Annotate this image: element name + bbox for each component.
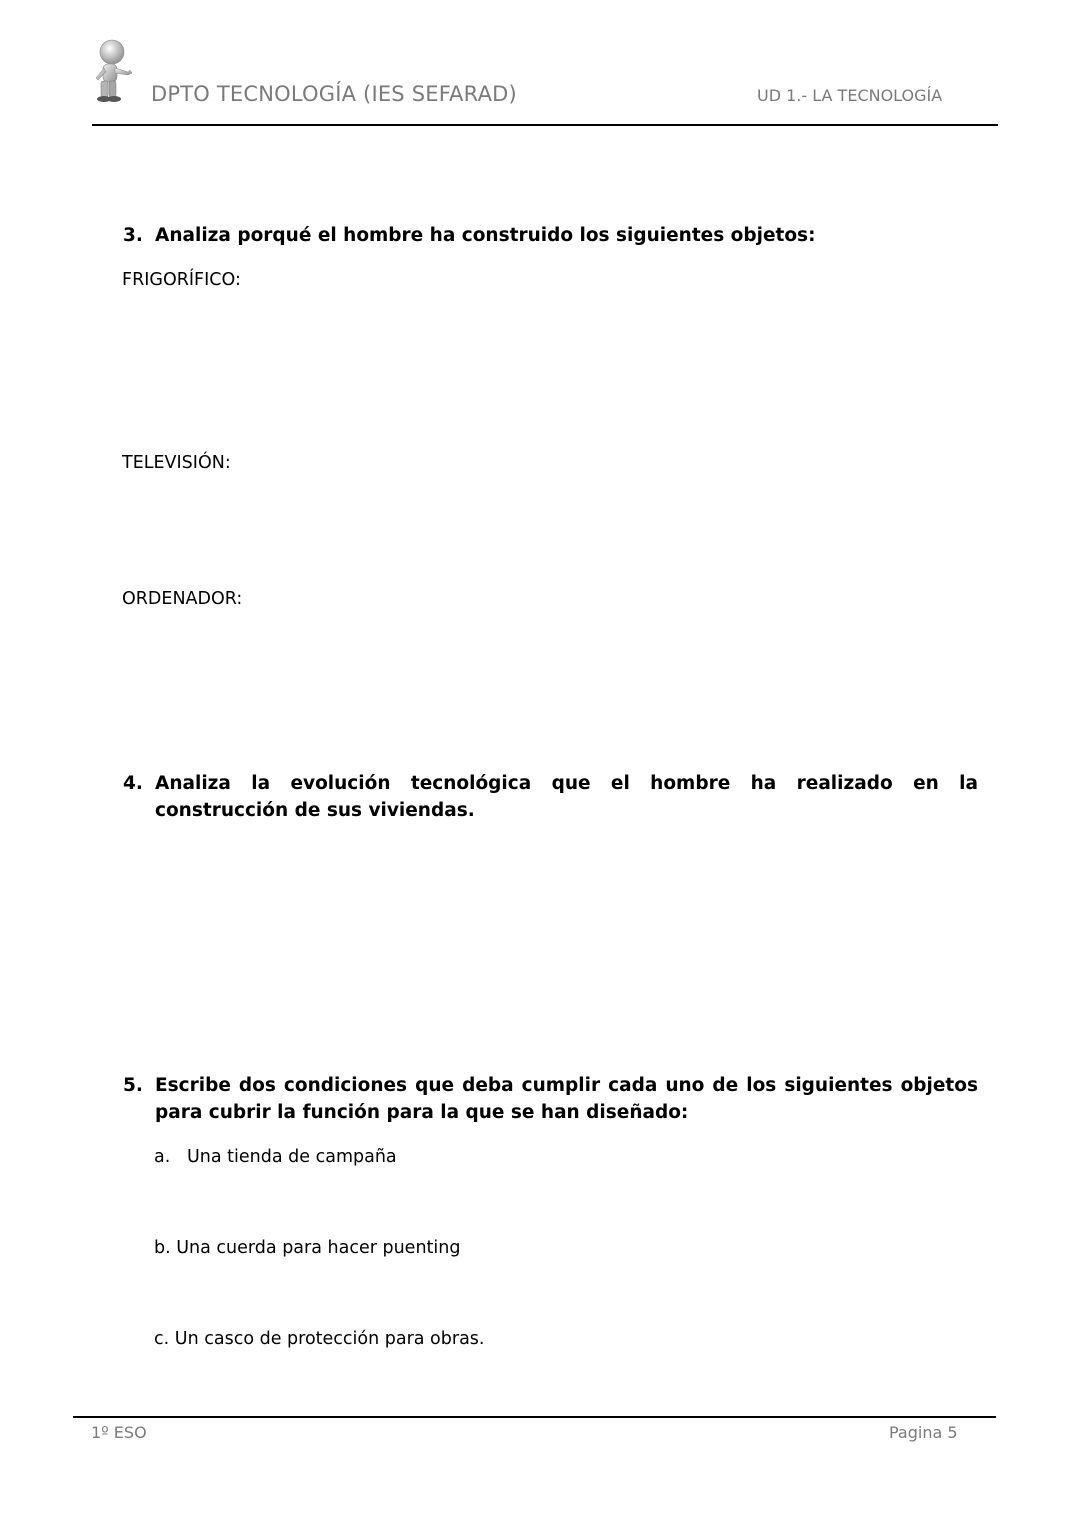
course-label: 1º ESO <box>91 1423 147 1442</box>
label-frigorifico: FRIGORÍFICO: <box>122 270 241 290</box>
list-item-text: Una tienda de campaña <box>187 1147 397 1167</box>
list-item-letter: c. <box>154 1329 170 1349</box>
question-3-number: 3. <box>123 225 143 246</box>
list-item-letter: b. <box>154 1238 171 1258</box>
robot-logo-icon <box>84 38 134 104</box>
department-title: DPTO TECNOLOGÍA (IES SEFARAD) <box>151 82 517 106</box>
question-4 <box>123 770 978 824</box>
list-item-text: Un casco de protección para obras. <box>174 1329 485 1349</box>
question-4-number: 4. <box>123 773 143 794</box>
label-ordenador: ORDENADOR: <box>122 589 243 609</box>
list-item <box>154 1329 484 1349</box>
footer-divider <box>73 1416 996 1418</box>
question-5-text: Escribe dos condiciones que deba cumplir cada uno de los siguientes objetos para cubrir la función para la que se han diseñado: <box>155 1075 978 1123</box>
question-5 <box>123 1072 978 1126</box>
label-television: TELEVISIÓN: <box>122 453 231 473</box>
header-divider <box>92 124 998 126</box>
list-item <box>154 1147 397 1167</box>
list-item-letter: a. <box>154 1147 171 1167</box>
list-item <box>154 1238 460 1258</box>
question-3 <box>123 222 978 249</box>
list-item-text: Una cuerda para hacer puenting <box>176 1238 461 1258</box>
question-3-text: Analiza porqué el hombre ha construido los siguientes objetos: <box>155 225 816 246</box>
unit-title: UD 1.- LA TECNOLOGÍA <box>757 86 943 105</box>
question-5-number: 5. <box>123 1075 143 1096</box>
question-4-text: Analiza la evolución tecnológica que el hombre ha realizado en la construcción de sus viviendas. <box>155 773 978 821</box>
page-number: Pagina 5 <box>889 1423 958 1442</box>
